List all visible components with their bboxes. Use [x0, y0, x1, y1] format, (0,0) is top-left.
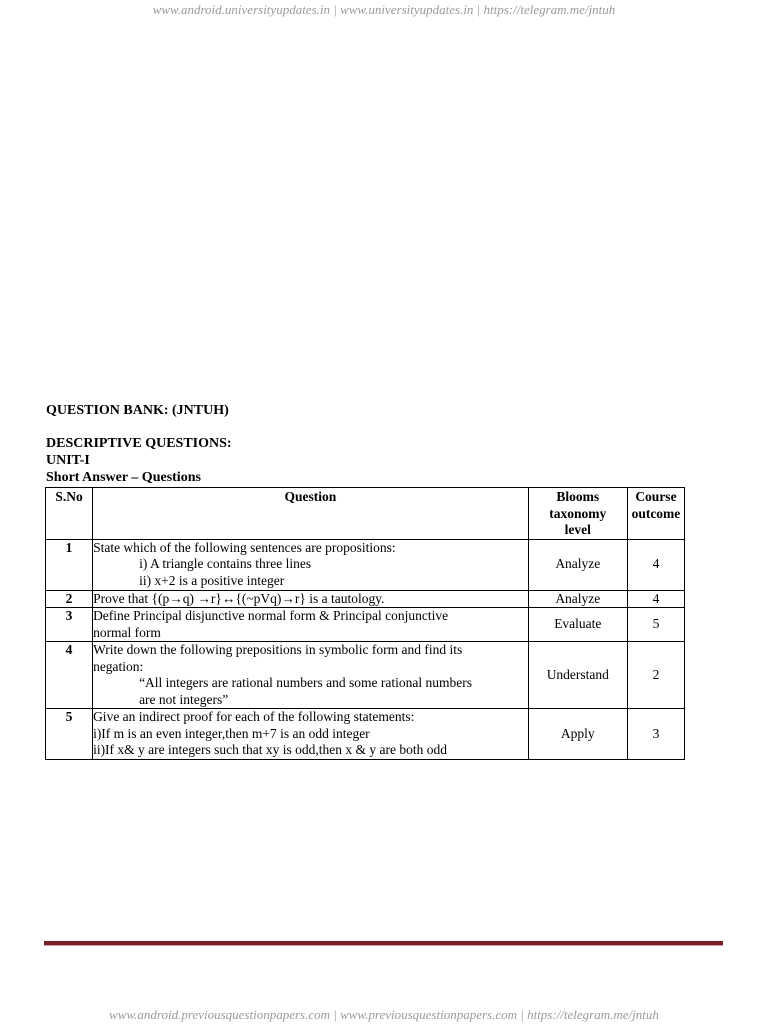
- question-line: i)If m is an even integer,then m+7 is an odd integer: [93, 725, 370, 741]
- unit-heading: UNIT-I: [46, 453, 90, 468]
- row-sno: 5: [46, 709, 93, 760]
- header-blooms-line: Blooms: [556, 489, 600, 504]
- table-row: [46, 642, 685, 709]
- question-line: Define Principal disjunctive normal form & Principal conjunctive: [93, 608, 449, 623]
- row-question: [93, 539, 529, 590]
- header-blooms-line: level: [564, 522, 591, 537]
- table-row: [46, 539, 685, 590]
- table-row: [46, 590, 685, 608]
- row-question: [93, 642, 529, 709]
- row-course-outcome: 4: [627, 539, 684, 590]
- row-blooms-level: Evaluate: [528, 608, 627, 642]
- question-line: i) A triangle contains three lines: [139, 556, 312, 572]
- header-course-outcome: [627, 488, 684, 540]
- header-sno: S.No: [46, 488, 93, 540]
- row-blooms-level: Analyze: [528, 590, 627, 608]
- row-course-outcome: 3: [627, 709, 684, 760]
- row-sno: 1: [46, 539, 93, 590]
- question-line: normal form: [93, 624, 161, 640]
- header-course-line: outcome: [631, 505, 681, 521]
- header-question: Question: [93, 488, 529, 540]
- question-line: Give an indirect proof for each of the following statements:: [93, 709, 415, 724]
- question-line: “All integers are rational numbers and some rational numbers: [139, 675, 472, 690]
- question-line: ii)If x& y are integers such that xy is odd,then x & y are both odd: [93, 742, 447, 757]
- question-line: negation:: [93, 658, 144, 674]
- row-question: [93, 608, 529, 642]
- row-course-outcome: 4: [627, 590, 684, 608]
- descriptive-questions-heading: DESCRIPTIVE QUESTIONS:: [46, 436, 232, 451]
- row-sno: 2: [46, 590, 93, 608]
- table-row: [46, 608, 685, 642]
- question-bank-title: QUESTION BANK: (JNTUH): [46, 403, 229, 418]
- watermark-bottom: www.android.previousquestionpapers.com | www.previousquestionpapers.com | https://telegram.me/jntuh: [109, 1007, 659, 1022]
- watermark-top: www.android.universityupdates.in | www.universityupdates.in | https://telegram.me/jntuh: [152, 2, 616, 17]
- row-sno: 4: [46, 642, 93, 709]
- short-answer-heading: Short Answer – Questions: [46, 470, 201, 485]
- table-row: [46, 709, 685, 760]
- row-question: [93, 709, 529, 760]
- header-course-line: Course: [635, 489, 677, 504]
- header-blooms-line: taxonomy: [549, 505, 607, 521]
- question-line: are not integers”: [139, 691, 229, 707]
- footer-divider: [44, 941, 723, 946]
- row-sno: 3: [46, 608, 93, 642]
- table-header-row: [46, 488, 685, 540]
- row-blooms-level: Understand: [528, 642, 627, 709]
- row-course-outcome: 2: [627, 642, 684, 709]
- question-line: Write down the following prepositions in symbolic form and find its: [93, 642, 463, 657]
- row-question: [93, 590, 529, 608]
- question-line: ii) x+2 is a positive integer: [139, 572, 285, 588]
- row-blooms-level: Apply: [528, 709, 627, 760]
- question-line: State which of the following sentences are propositions:: [93, 539, 396, 555]
- row-blooms-level: Analyze: [528, 539, 627, 590]
- questions-table: [45, 487, 685, 760]
- header-blooms: [528, 488, 627, 540]
- question-line: Prove that {(p→q) →r}↔{(~pVq)→r} is a tautology.: [93, 590, 385, 606]
- row-course-outcome: 5: [627, 608, 684, 642]
